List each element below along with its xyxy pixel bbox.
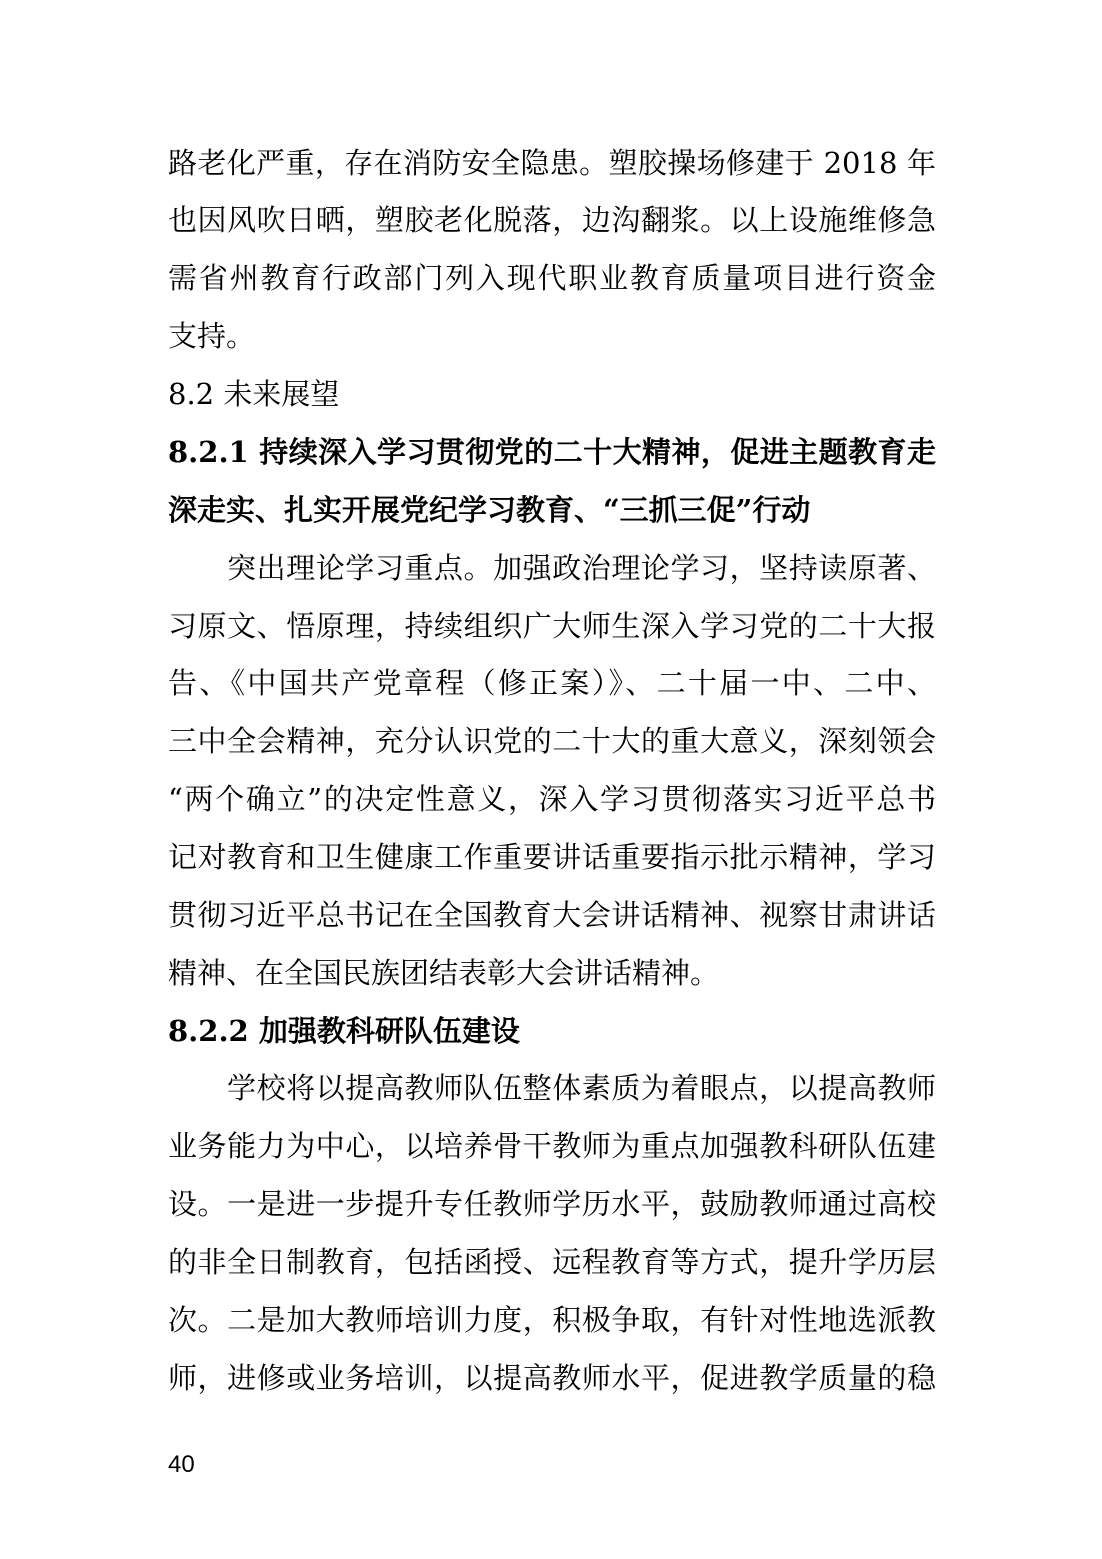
section-heading: 8.2 未来展望 xyxy=(168,377,340,411)
body-text-line: 记对教育和卫生健康工作重要讲话重要指示批示精神，学习 xyxy=(168,840,936,874)
body-text-line: 业务能力为中心，以培养骨干教师为重点加强教科研队伍建 xyxy=(168,1129,936,1163)
body-text-line: 精神、在全国民族团结表彰大会讲话精神。 xyxy=(168,956,720,990)
body-text-line: 告、《中国共产党章程（修正案）》、二十届一中、二中、 xyxy=(168,666,936,700)
body-text-line: 突出理论学习重点。加强政治理论学习，坚持读原著、 xyxy=(227,551,936,585)
subsection-heading: 深走实、扎实开展党纪学习教育、“三抓三促”行动 xyxy=(168,493,811,527)
body-text-line: 师，进修或业务培训，以提高教师水平，促进教学质量的稳 xyxy=(168,1361,936,1395)
subsection-heading: 8.2.1 持续深入学习贯彻党的二十大精神，促进主题教育走 xyxy=(168,435,936,469)
body-text-line: 习原文、悟原理，持续组织广大师生深入学习党的二十大报 xyxy=(168,609,936,643)
body-text-line: 的非全日制教育，包括函授、远程教育等方式，提升学历层 xyxy=(168,1245,936,1279)
body-text-line: 支持。 xyxy=(168,319,256,353)
body-text-line: 路老化严重，存在消防安全隐患。塑胶操场修建于 2018 年 xyxy=(168,146,936,180)
subsection-heading: 8.2.2 加强教科研队伍建设 xyxy=(168,1014,520,1048)
body-text-line: 学校将以提高教师队伍整体素质为着眼点，以提高教师 xyxy=(227,1071,936,1105)
body-text-line: 次。二是加大教师培训力度，积极争取，有针对性地选派教 xyxy=(168,1303,936,1337)
body-text-line: “两个确立”的决定性意义，深入学习贯彻落实习近平总书 xyxy=(168,782,936,816)
body-text-line: 需省州教育行政部门列入现代职业教育质量项目进行资金 xyxy=(168,261,936,295)
body-text-line: 也因风吹日晒，塑胶老化脱落，边沟翻浆。以上设施维修急 xyxy=(168,203,936,237)
body-text-line: 三中全会精神，充分认识党的二十大的重大意义，深刻领会 xyxy=(168,724,936,758)
body-text-line: 设。一是进一步提升专任教师学历水平，鼓励教师通过高校 xyxy=(168,1187,936,1221)
body-text-line: 贯彻习近平总书记在全国教育大会讲话精神、视察甘肃讲话 xyxy=(168,898,936,932)
page-number: 40 xyxy=(168,1451,195,1478)
